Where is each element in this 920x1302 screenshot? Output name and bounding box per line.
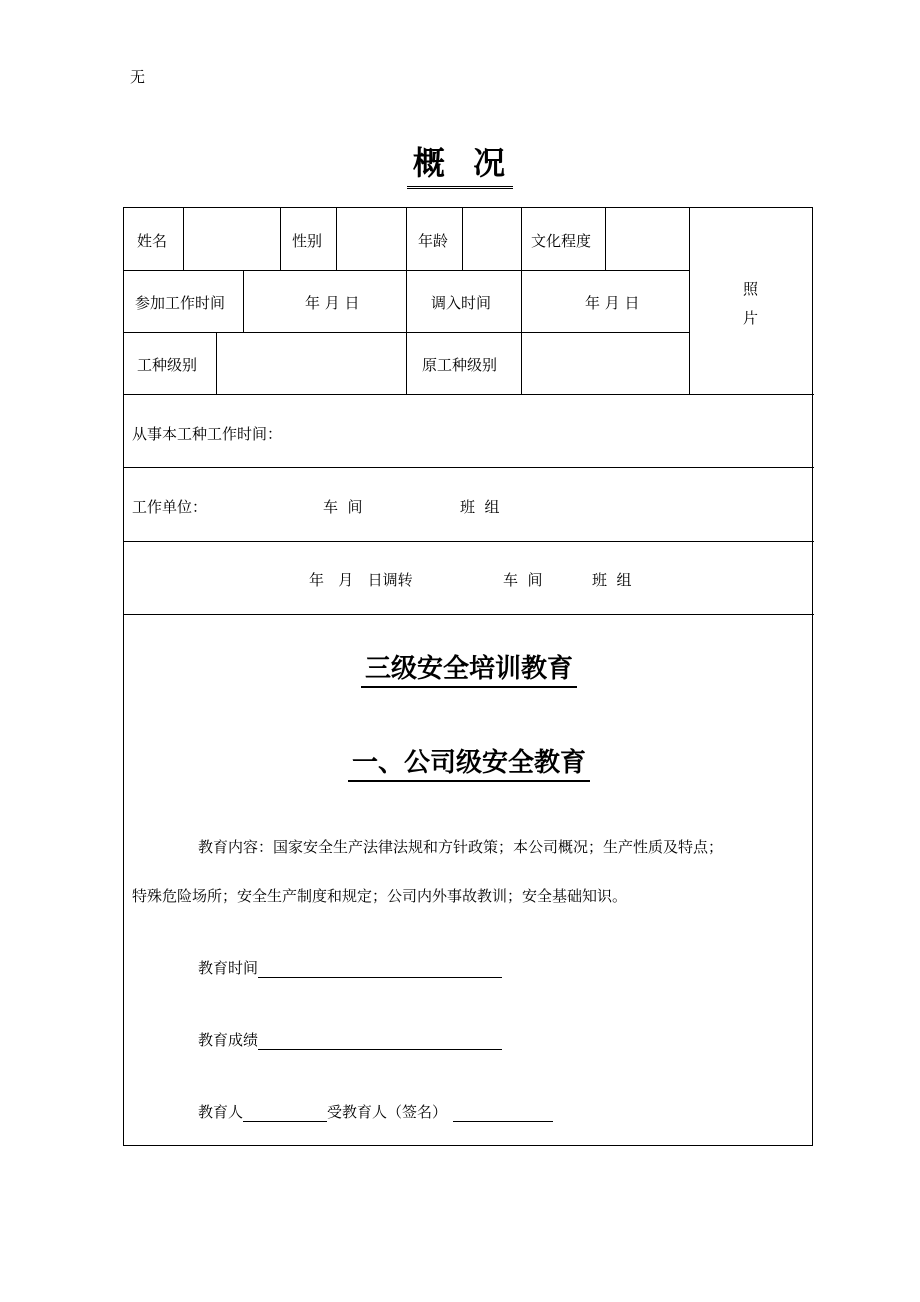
educator-blank[interactable] <box>243 1105 327 1122</box>
top-note: 无 <box>130 68 146 86</box>
time-label: 教育时间 <box>198 959 259 977</box>
col-line <box>462 208 463 270</box>
company-level-heading <box>124 742 814 782</box>
trainee-blank[interactable] <box>453 1105 553 1122</box>
transfer-team: 班 组 <box>592 571 632 589</box>
photo-divider <box>689 208 690 394</box>
company-level-heading-text: 一、公司级安全教育 <box>348 742 590 782</box>
education-label: 文化程度 <box>531 232 592 250</box>
workshop-label: 车 间 <box>323 498 363 516</box>
orig-job-level-label: 原工种级别 <box>422 356 498 374</box>
col-line <box>521 208 522 270</box>
score-blank[interactable] <box>258 1033 502 1050</box>
name-label: 姓名 <box>137 232 168 250</box>
gender-label: 性别 <box>292 232 323 250</box>
col-line <box>243 270 244 332</box>
col-line <box>183 208 184 270</box>
col-line <box>521 270 522 394</box>
photo-label-line1: 照 <box>743 280 759 298</box>
page-title-text: 概 况 <box>407 138 513 189</box>
transfer-in-date: 年 月 日 <box>585 294 640 312</box>
col-line <box>605 208 606 270</box>
join-date: 年 月 日 <box>305 294 360 312</box>
transfer-row-date: 年 月 日调转 <box>309 571 413 589</box>
col-line <box>406 208 407 270</box>
col-line <box>216 332 217 394</box>
col-line <box>406 270 407 394</box>
row-line-6 <box>124 614 814 615</box>
team-label: 班 组 <box>460 498 500 516</box>
age-label: 年龄 <box>418 232 449 250</box>
row-line-5 <box>124 541 814 542</box>
col-line <box>336 208 337 270</box>
row-line-4 <box>124 467 814 468</box>
overview-table <box>123 207 813 1146</box>
score-row <box>198 1029 502 1050</box>
signature-row <box>198 1101 553 1122</box>
work-unit-label: 工作单位： <box>132 498 208 516</box>
score-label: 教育成绩 <box>198 1031 259 1049</box>
photo-label-line2: 片 <box>743 309 759 327</box>
years-in-job-label: 从事本工种工作时间： <box>132 425 283 443</box>
educator-label: 教育人 <box>198 1103 244 1121</box>
transfer-workshop: 车 间 <box>503 571 543 589</box>
page-title <box>0 138 920 189</box>
transfer-in-label: 调入时间 <box>431 294 492 312</box>
time-row <box>198 957 502 978</box>
content-line-2: 特殊危险场所；安全生产制度和规定；公司内外事故教训；安全基础知识。 <box>132 887 628 905</box>
trainee-label: 受教育人（签名） <box>327 1103 448 1121</box>
content-line-1: 教育内容：国家安全生产法律法规和方针政策；本公司概况；生产性质及特点； <box>198 838 724 856</box>
col-line <box>280 208 281 270</box>
row-line-3 <box>124 394 814 395</box>
training-heading <box>124 648 814 688</box>
training-heading-text: 三级安全培训教育 <box>361 648 577 688</box>
join-work-label: 参加工作时间 <box>135 294 226 312</box>
time-blank[interactable] <box>258 961 502 978</box>
job-level-label: 工种级别 <box>137 356 198 374</box>
